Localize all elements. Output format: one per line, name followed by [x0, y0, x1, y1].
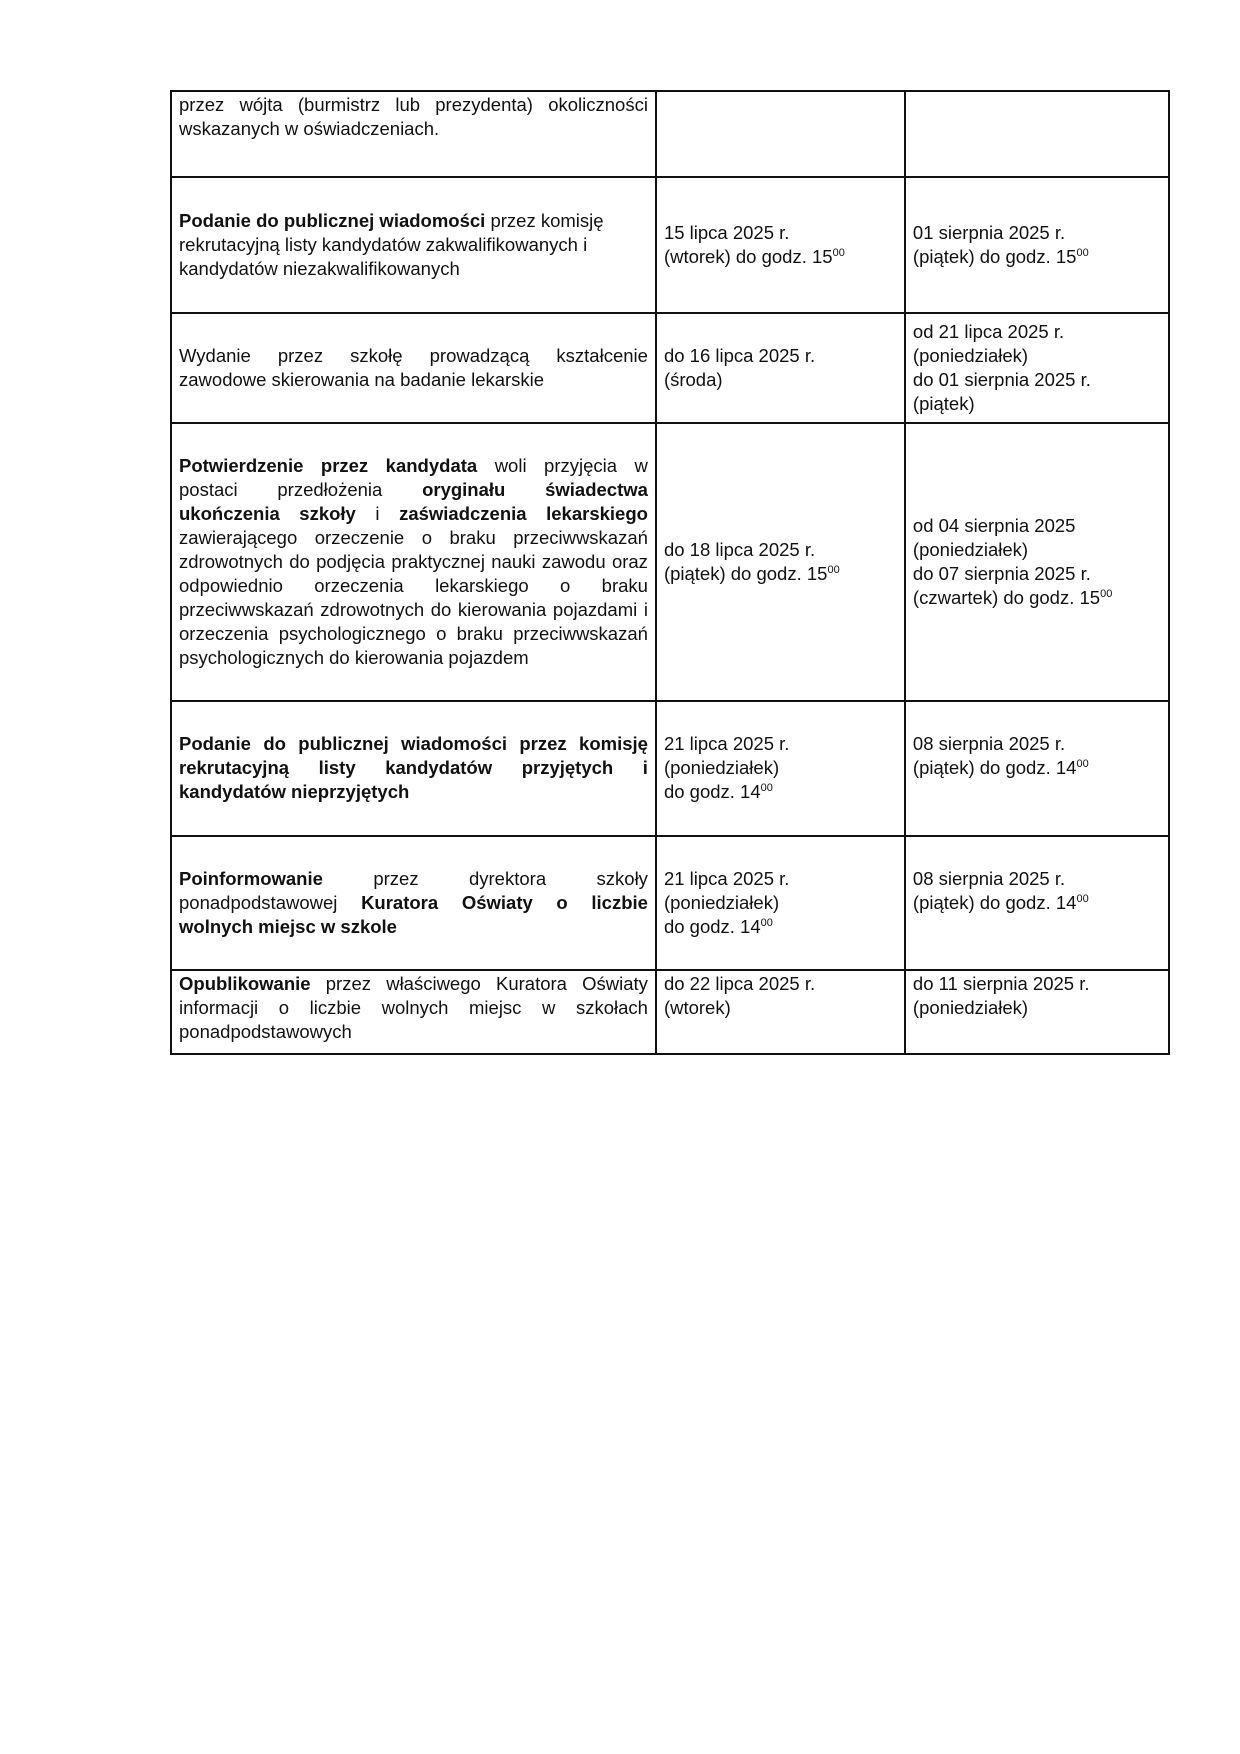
term-line: do 07 sierpnia 2025 r.: [912, 562, 1091, 584]
term-first: [656, 91, 905, 177]
term-line: (poniedziałek): [912, 538, 1029, 560]
term-line: 15 lipca 2025 r.: [663, 221, 790, 243]
term-supplementary: [905, 423, 1169, 701]
term-line: (piątek) do godz. $15^{00}$: [663, 562, 840, 584]
description-text: przez wójta (burmistrz lub prezydenta) okoliczności wskazanych w oświadczeniach.: [179, 94, 648, 139]
description-text: woli przyjęcia w postaci przedłożenia: [179, 454, 648, 500]
hour-superscript: 00: [832, 246, 845, 259]
term-line: od 21 lipca 2025 r.: [912, 320, 1065, 342]
row-description: [171, 970, 656, 1054]
hour-superscript: 00: [760, 917, 773, 929]
term-line: do 11 sierpnia 2025 r.: [912, 973, 1090, 994]
term-line: 21 lipca 2025 r.: [663, 868, 790, 889]
term-first: [656, 836, 905, 970]
term-first: [656, 423, 905, 701]
term-line: (środa): [663, 368, 723, 390]
term-line: do godz. $14^{00}$: [663, 916, 773, 937]
recruitment-schedule-table: [170, 90, 1170, 1055]
row-description: [171, 836, 656, 970]
description-bold-text: Podanie do publicznej wiadomości przez komisję rekrutacyjną listy kandydatów przyjętych i kandydatów nieprzyjętych: [179, 733, 648, 802]
row-description: [171, 423, 656, 701]
term-line: do 18 lipca 2025 r.: [663, 538, 816, 560]
term-first: [656, 970, 905, 1054]
description-text: i: [355, 502, 400, 524]
description-bold-text: oryginału świadectwa ukończenia szkoły: [179, 478, 648, 524]
term-line: (poniedziałek): [663, 892, 780, 913]
term-supplementary: [905, 313, 1169, 423]
description-bold-text: Opublikowanie: [179, 973, 311, 994]
term-supplementary: [905, 836, 1169, 970]
term-line: do godz. $14^{00}$: [663, 781, 773, 802]
term-line: od 04 sierpnia 2025: [912, 514, 1076, 536]
table-row: [171, 313, 1169, 423]
hour-superscript: 00: [1100, 587, 1113, 600]
table-row: [171, 970, 1169, 1054]
row-description: [171, 701, 656, 836]
term-line: (poniedziałek): [663, 757, 780, 778]
table-row: [171, 836, 1169, 970]
term-line: (piątek) do godz. $14^{00}$: [912, 757, 1089, 778]
term-line: (poniedziałek): [912, 997, 1029, 1018]
table-row: [171, 177, 1169, 313]
term-supplementary: [905, 177, 1169, 313]
table-row: [171, 701, 1169, 836]
term-line: (czwartek) do godz. $15^{00}$: [912, 586, 1113, 608]
term-line: (piątek): [912, 392, 975, 414]
term-line: (wtorek) do godz. $15^{00}$: [663, 245, 845, 267]
row-description: [171, 177, 656, 313]
term-first: [656, 701, 905, 836]
hour-superscript: 00: [1076, 893, 1089, 905]
term-line: (piątek) do godz. $15^{00}$: [912, 245, 1089, 267]
table-row: [171, 423, 1169, 701]
term-supplementary: [905, 91, 1169, 177]
row-description: [171, 91, 656, 177]
description-bold-text: Potwierdzenie przez kandydata: [179, 454, 478, 476]
term-supplementary: [905, 970, 1169, 1054]
description-text: przez właściwego Kuratora Oświaty informacji o liczbie wolnych miejsc w szkołach ponadpodstawowych: [179, 973, 648, 1042]
description-bold-text: Kuratora Oświaty o liczbie wolnych miejsc w szkole: [179, 892, 648, 937]
hour-superscript: 00: [760, 782, 773, 794]
description-text: zawierającego orzeczenie o braku przeciwwskazań zdrowotnych do podjęcia praktycznej nauki zawodu oraz odpowiednio orzeczenia lekarskiego o braku przeciwwskazań zdrowotnych do kierowania pojazdami i orzeczenia psychologicznego o braku przeciwwskazań psychologicznych do kierowania pojazdem: [179, 526, 648, 668]
term-line: 21 lipca 2025 r.: [663, 733, 790, 754]
description-bold-text: Podanie do publicznej wiadomości: [179, 209, 486, 231]
description-bold-text: Poinformowanie: [179, 868, 323, 889]
term-line: do 22 lipca 2025 r.: [663, 973, 816, 994]
term-line: do 16 lipca 2025 r.: [663, 344, 816, 366]
term-line: (wtorek): [663, 997, 731, 1018]
hour-superscript: 00: [1076, 758, 1089, 770]
description-text: przez dyrektora szkoły ponadpodstawowej: [179, 868, 648, 913]
description-text: przez komisję rekrutacyjną listy kandydatów zakwalifikowanych i kandydatów niezakwalifikowanych: [179, 209, 604, 279]
description-bold-text: zaświadczenia lekarskiego: [399, 502, 648, 524]
table-row: [171, 91, 1169, 177]
term-line: (poniedziałek): [912, 344, 1029, 366]
hour-superscript: 00: [827, 563, 840, 576]
term-first: [656, 313, 905, 423]
term-first: [656, 177, 905, 313]
term-supplementary: [905, 701, 1169, 836]
term-line: 08 sierpnia 2025 r.: [912, 733, 1066, 754]
hour-superscript: 00: [1076, 246, 1089, 259]
term-line: 01 sierpnia 2025 r.: [912, 221, 1066, 243]
row-description: [171, 313, 656, 423]
description-text: Wydanie przez szkołę prowadzącą kształcenie zawodowe skierowania na badanie lekarskie: [179, 344, 648, 390]
term-line: do 01 sierpnia 2025 r.: [912, 368, 1091, 390]
term-line: (piątek) do godz. $14^{00}$: [912, 892, 1089, 913]
term-line: 08 sierpnia 2025 r.: [912, 868, 1066, 889]
